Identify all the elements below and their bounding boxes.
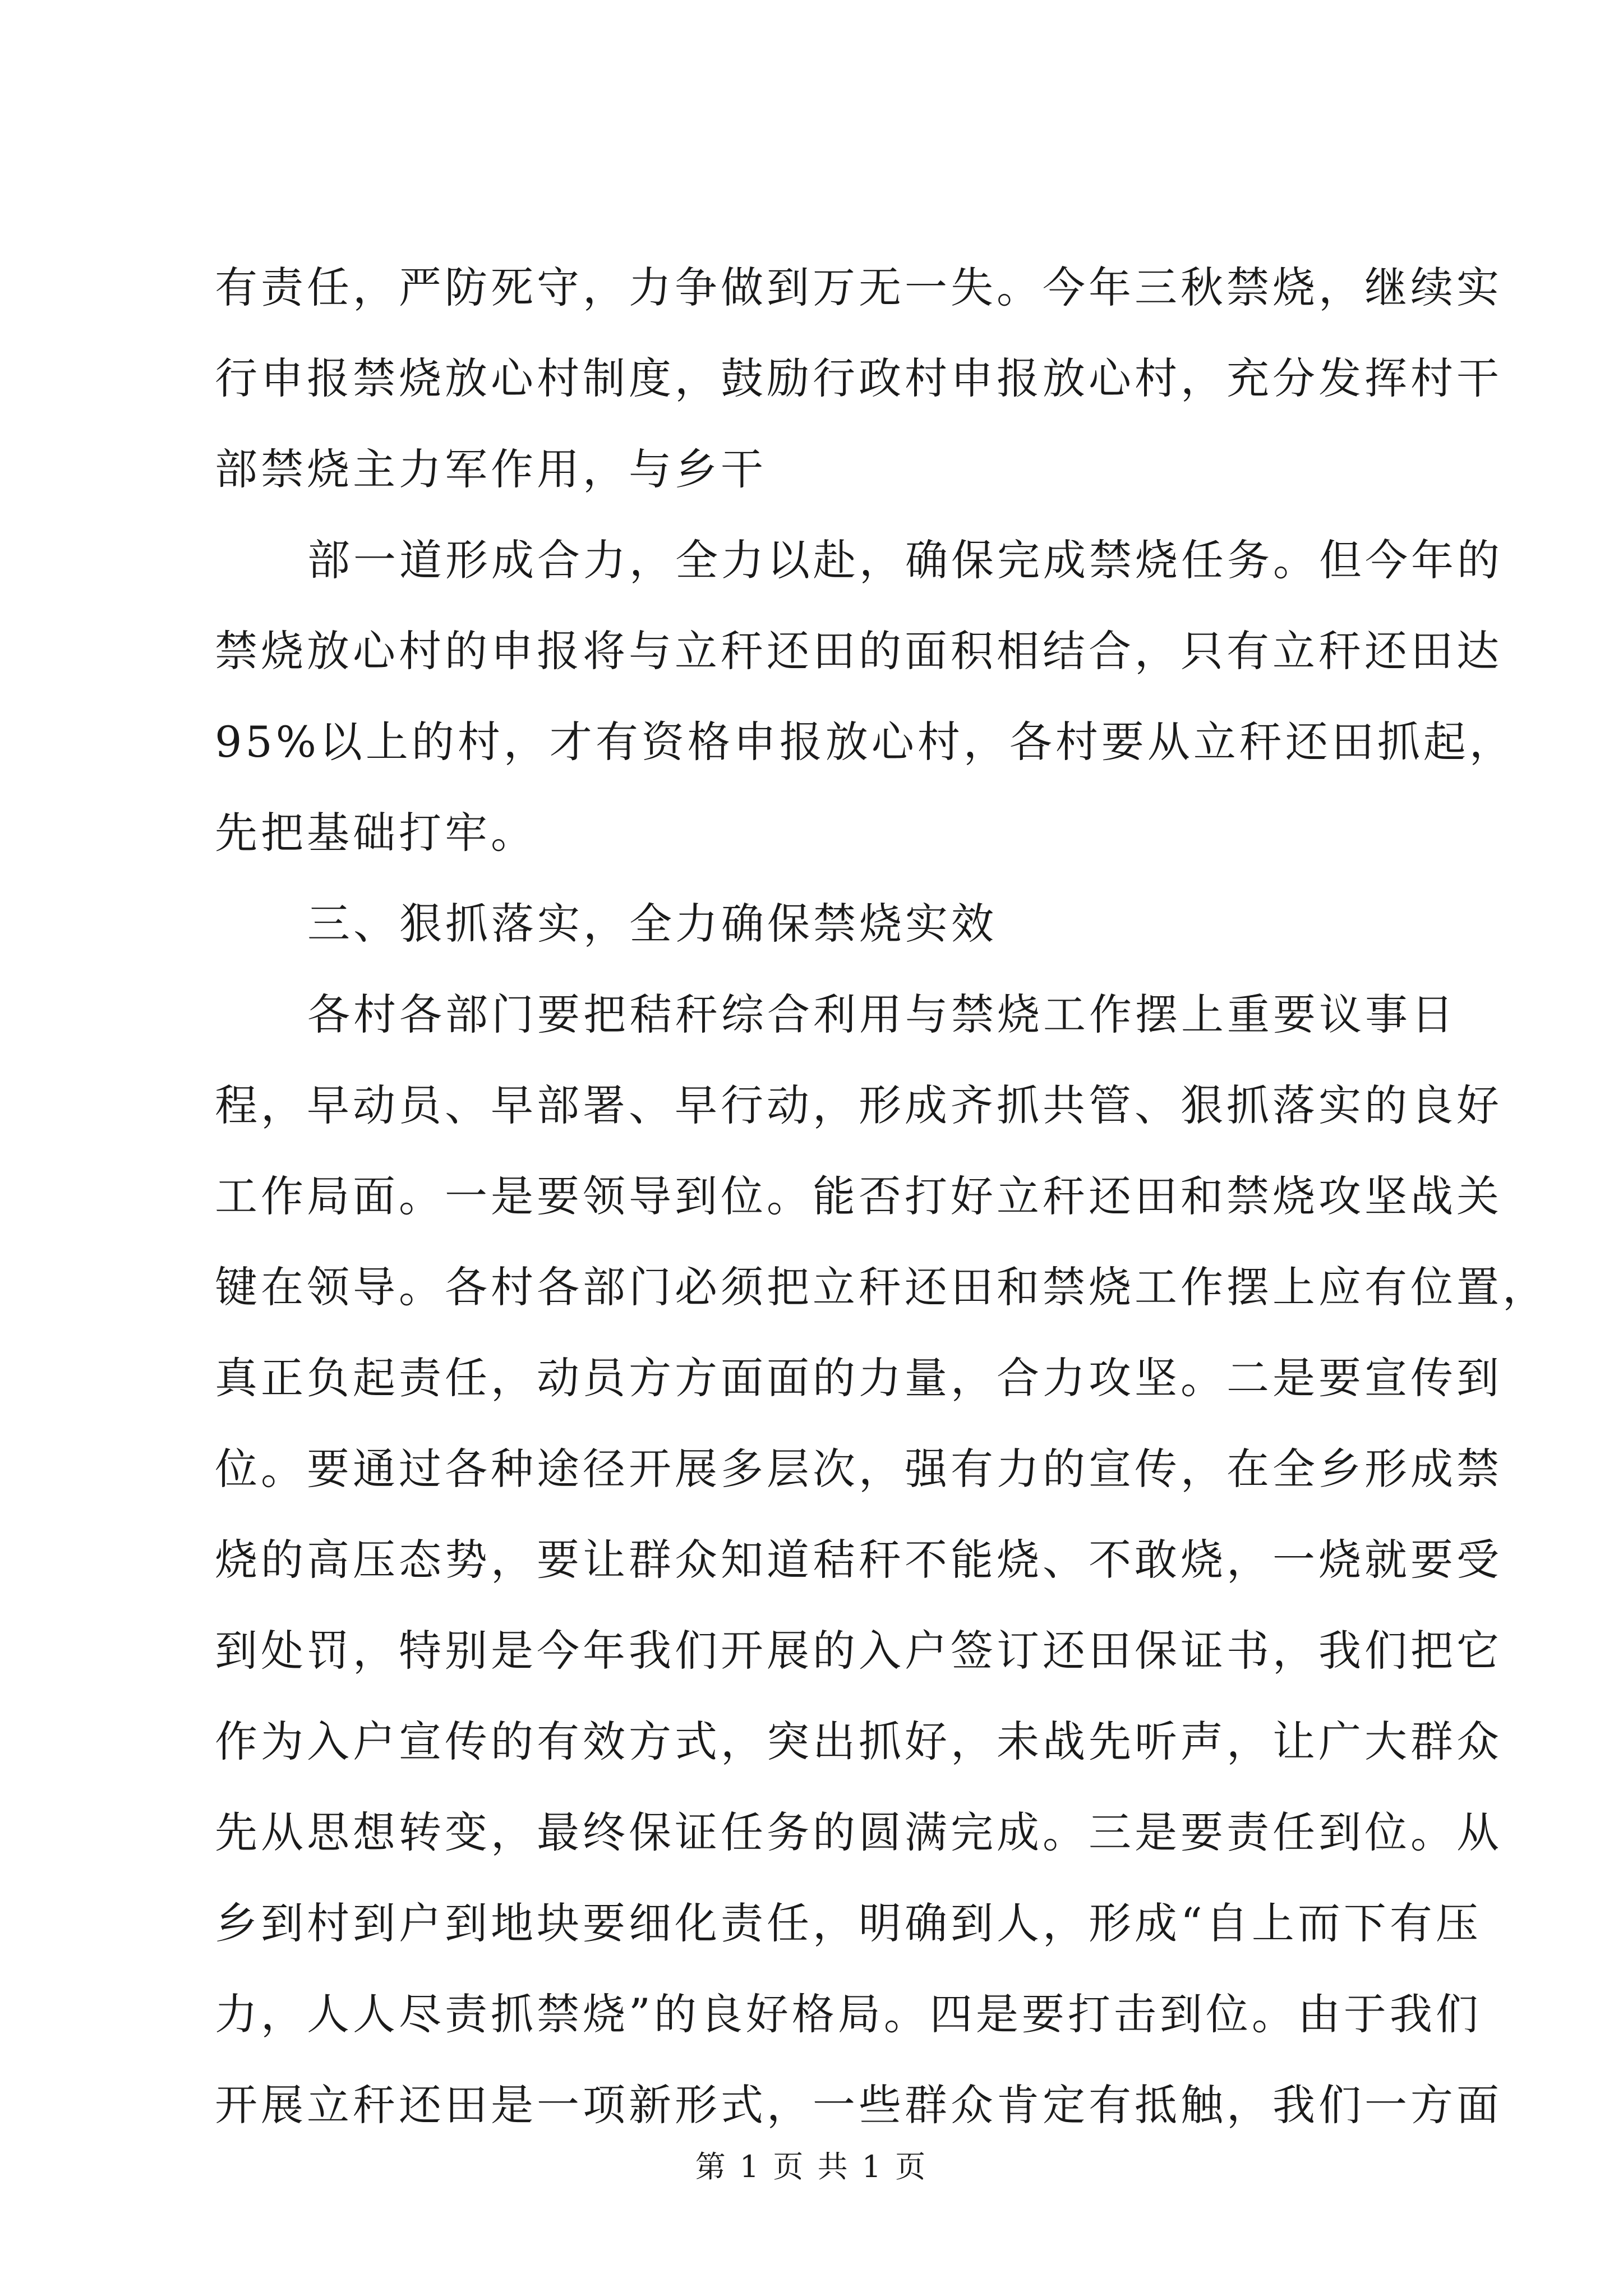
- text-line: 键在领导。各村各部门必须把立秆还田和禁烧工作摆上应有位置，: [215, 1262, 1548, 1312]
- text-line: 位。要通过各种途径开展多层次，强有力的宣传，在全乡形成禁: [215, 1444, 1502, 1494]
- text-line: 力，人人尽责抓禁烧”的良好格局。四是要打击到位。由于我们: [215, 1989, 1482, 2039]
- text-line: 先从思想转变，最终保证任务的圆满完成。三是要责任到位。从: [215, 1807, 1502, 1857]
- text-line: 乡到村到户到地块要细化责任，明确到人，形成“自上而下有压: [215, 1898, 1482, 1948]
- text-line: 有责任，严防死守，力争做到万无一失。今年三秋禁烧，继续实: [215, 263, 1502, 312]
- text-line: 工作局面。一是要领导到位。能否打好立秆还田和禁烧攻坚战关: [215, 1171, 1502, 1221]
- text-line: 禁烧放心村的申报将与立秆还田的面积相结合，只有立秆还田达: [215, 626, 1502, 676]
- page-number-footer: 第 1 页 共 1 页: [695, 2149, 928, 2184]
- text-line: 程，早动员、早部署、早行动，形成齐抓共管、狠抓落实的良好: [215, 1080, 1502, 1130]
- section-heading: 三、狠抓落实，全力确保禁烧实效: [307, 899, 997, 949]
- text-line: 开展立秆还田是一项新形式，一些群众肯定有抵触，我们一方面: [215, 2080, 1502, 2130]
- text-line: 95%以上的村，才有资格申报放心村，各村要从立秆还田抓起，: [215, 717, 1515, 767]
- text-line: 部禁烧主力军作用，与乡干: [215, 444, 767, 494]
- text-line: 到处罚，特别是今年我们开展的入户签订还田保证书，我们把它: [215, 1626, 1502, 1676]
- text-line: 行申报禁烧放心村制度，鼓励行政村申报放心村，充分发挥村干: [215, 353, 1502, 403]
- text-line: 部一道形成合力，全力以赴，确保完成禁烧任务。但今年的: [307, 535, 1503, 585]
- text-line: 作为入户宣传的有效方式，突出抓好，未战先听声，让广大群众: [215, 1717, 1502, 1766]
- text-line: 真正负起责任，动员方方面面的力量，合力攻坚。二是要宣传到: [215, 1353, 1502, 1403]
- text-line: 烧的高压态势，要让群众知道秸秆不能烧、不敢烧，一烧就要受: [215, 1535, 1502, 1585]
- document-body: [215, 263, 1548, 2172]
- text-line: 各村各部门要把秸秆综合利用与禁烧工作摆上重要议事日: [307, 990, 1457, 1039]
- text-line: 先把基础打牢。: [215, 808, 537, 858]
